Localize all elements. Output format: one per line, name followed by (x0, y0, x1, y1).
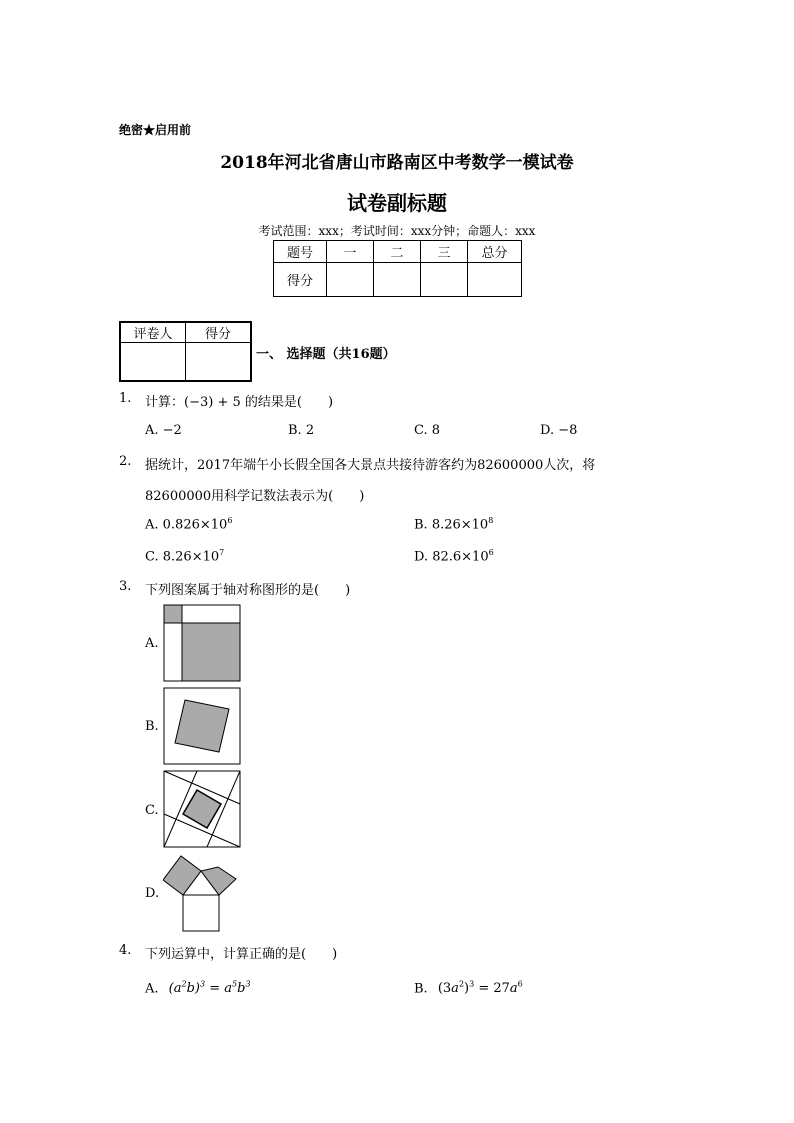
score-cell[interactable] (374, 263, 421, 297)
option-b[interactable]: B. $8.26\times 10^8$ (414, 516, 494, 533)
score-row-label: 得分 (274, 263, 327, 297)
question-number: 4. (119, 943, 132, 958)
score-header: 二 (374, 241, 421, 263)
question-number: 3. (119, 579, 132, 594)
option-a[interactable]: A. $0.826\times 10^6$ (145, 516, 233, 533)
figure-a (163, 604, 241, 682)
option-a[interactable]: A. (145, 636, 159, 651)
score-table (273, 240, 522, 297)
section-title: 一、 选择题（共16题） (256, 347, 396, 362)
math-expression: $(3a^2)^3 = 27a^6$ (437, 980, 523, 997)
figure-b (163, 687, 241, 765)
option-c[interactable]: C. $8.26\times 10^7$ (145, 548, 225, 565)
grader-header: 评卷人 (120, 322, 186, 343)
secret-label: 绝密★启用前 (119, 123, 192, 137)
question-text: 计算：(−3) + 5 的结果是( ) (145, 395, 334, 410)
option-d[interactable]: D. −8 (540, 423, 578, 438)
option-a[interactable]: A. $(a^2b)^3 = a^5b^3$ (145, 980, 251, 997)
score-cell[interactable] (468, 263, 522, 297)
grader-cell[interactable] (186, 343, 252, 381)
question-text-cont: 82600000用科学记数法表示为( ) (145, 489, 365, 504)
option-d[interactable]: D. (145, 886, 160, 901)
figure-c (163, 770, 241, 848)
score-cell[interactable] (421, 263, 468, 297)
question-number: 1. (119, 391, 132, 406)
option-a[interactable]: A. −2 (145, 423, 182, 438)
score-header: 总分 (468, 241, 522, 263)
grader-table (119, 321, 252, 382)
math-expression: $(a^2b)^3 = a^5b^3$ (168, 980, 251, 997)
score-cell[interactable] (327, 263, 374, 297)
question-number: 2. (119, 454, 132, 469)
page-title: 2018年河北省唐山市路南区中考数学一模试卷 (220, 153, 574, 173)
question-text: 据统计，2017年端午小长假全国各大景点共接待游客约为82600000人次，将 (145, 458, 596, 473)
option-b[interactable]: B. (145, 719, 159, 734)
option-b[interactable]: B. 2 (288, 423, 315, 438)
option-d[interactable]: D. $82.6\times 10^6$ (414, 548, 494, 565)
option-b[interactable]: B. $(3a^2)^3 = 27a^6$ (414, 980, 523, 997)
grader-cell[interactable] (120, 343, 186, 381)
grader-header: 得分 (186, 322, 252, 343)
page-subtitle: 试卷副标题 (347, 191, 447, 215)
score-header: 题号 (274, 241, 327, 263)
figure-d (163, 852, 241, 934)
question-text: 下列图案属于轴对称图形的是( ) (145, 583, 351, 598)
option-c[interactable]: C. (145, 803, 159, 818)
exam-info: 考试范围：xxx；考试时间：xxx分钟；命题人：xxx (258, 224, 536, 238)
score-header: 一 (327, 241, 374, 263)
score-header: 三 (421, 241, 468, 263)
option-c[interactable]: C. 8 (414, 423, 441, 438)
question-text: 下列运算中，计算正确的是( ) (145, 947, 338, 962)
